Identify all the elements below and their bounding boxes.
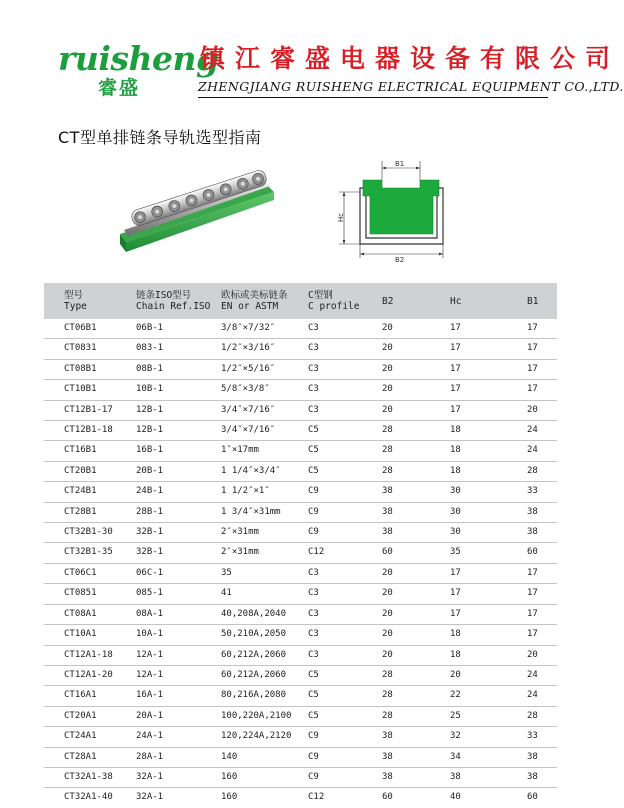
cell-hc: 18 [438,421,490,441]
cell-type: CT32A1-38 [44,767,112,787]
cell-c-profile: C3 [306,563,376,583]
cell-hc: 18 [438,645,490,665]
cell-en-astm: 2″×31mm [215,543,306,563]
cell-type: CT10A1 [44,625,112,645]
cell-en-astm: 1 3/4″×31mm [215,502,306,522]
cell-c-profile: C12 [308,792,325,803]
cell-hc: 40 [450,792,461,803]
cell-chain-iso: 20B-1 [112,461,215,481]
cell-b2: 20 [376,380,438,400]
cell-hc: 30 [438,482,490,502]
cell-hc: 32 [438,727,490,747]
cell-en-astm: 3/8″×7/32″ [215,319,306,339]
cell-b2: 20 [376,563,438,583]
cell-b2: 38 [376,767,438,787]
cell-c-profile: C3 [306,359,376,379]
cell-en-astm: 160 [221,792,238,803]
table-header-row [44,283,557,319]
label-b2: B2 [395,256,405,264]
column-header-chain-iso [112,283,215,319]
cell-b1: 38 [490,523,557,543]
cell-type: CT28B1 [44,502,112,522]
cell-c-profile: C3 [306,400,376,420]
cell-c-profile: C9 [306,523,376,543]
cell-b2: 20 [376,625,438,645]
cell-type: CT20B1 [44,461,112,481]
cell-c-profile: C3 [306,380,376,400]
cell-c-profile: C5 [306,461,376,481]
table-row [44,767,557,787]
cell-type: CT24B1 [44,482,112,502]
cell-b1: 24 [490,665,557,685]
cell-type: CT20A1 [44,706,112,726]
cell-b2: 38 [376,747,438,767]
cell-b1: 38 [490,502,557,522]
column-header-en-astm [215,283,306,319]
company-logo [58,39,219,106]
cell-b2: 38 [376,482,438,502]
table-row [44,441,557,461]
cell-b2: 38 [376,502,438,522]
column-header-line: 欧标或美标链条 [221,290,288,301]
cell-c-profile: C3 [306,319,376,339]
cell-c-profile: C3 [306,584,376,604]
cell-type: CT32B1-30 [44,523,112,543]
table-row [44,400,557,420]
column-header-hc [438,283,490,319]
cell-type: CT06C1 [44,563,112,583]
cell-b1: 17 [490,625,557,645]
cell-type: CT0831 [44,339,112,359]
table-row [44,543,557,563]
cell-hc: 17 [438,380,490,400]
cell-chain-iso: 32A-1 [136,792,164,803]
cell-b1: 17 [490,604,557,624]
cell-type: CT08A1 [44,604,112,624]
company-name-english: ZHENGJIANG RUISHENG ELECTRICAL EQUIPMENT CO.,LTD. [198,79,624,94]
cell-b1: 33 [490,727,557,747]
cell-b2: 28 [376,665,438,685]
table-row [44,339,557,359]
cross-section-diagram [333,158,473,263]
cell-en-astm: 160 [215,767,306,787]
cell-en-astm: 2″×31mm [215,523,306,543]
cell-b2: 28 [376,421,438,441]
table-row [44,645,557,665]
cell-type: CT32A1-40 [64,792,113,803]
cell-hc: 17 [438,319,490,339]
column-header-line: 链条ISO型号 [136,290,192,301]
cell-b2: 38 [376,523,438,543]
column-header-line: C profile [308,301,360,312]
cell-b2: 20 [376,319,438,339]
cell-chain-iso: 10B-1 [112,380,215,400]
cell-hc: 38 [438,767,490,787]
cell-chain-iso: 12B-1 [112,400,215,420]
cell-hc: 35 [438,543,490,563]
cell-b1: 24 [490,686,557,706]
cell-b2: 20 [376,584,438,604]
table-row [44,482,557,502]
cell-b2: 20 [376,604,438,624]
cell-b1: 60 [527,792,538,803]
cell-hc: 17 [438,563,490,583]
cell-hc: 18 [438,461,490,481]
cell-chain-iso: 32B-1 [112,543,215,563]
cell-b2: 20 [376,400,438,420]
cell-b1: 17 [490,359,557,379]
cell-chain-iso: 32B-1 [112,523,215,543]
cell-en-astm: 40,208A,2040 [215,604,306,624]
cell-chain-iso: 24B-1 [112,482,215,502]
cell-hc: 25 [438,706,490,726]
cell-hc: 30 [438,502,490,522]
cell-en-astm: 140 [215,747,306,767]
cell-b1: 28 [490,706,557,726]
column-header-c-profile [306,283,376,319]
cell-chain-iso: 083-1 [112,339,215,359]
table-row [44,788,557,808]
cell-c-profile: C3 [306,625,376,645]
cell-type: CT16B1 [44,441,112,461]
cell-chain-iso: 12A-1 [112,665,215,685]
cell-en-astm: 1/2″×5/16″ [215,359,306,379]
cell-hc: 17 [438,400,490,420]
column-header-line: 型号 [64,290,84,301]
column-header-line: B2 [382,295,394,307]
cell-chain-iso: 28B-1 [112,502,215,522]
cell-en-astm: 60,212A,2060 [215,665,306,685]
column-header-line: C型钢 [308,290,333,301]
logo-wordmark: ruisheng [58,39,219,78]
cell-chain-iso: 12A-1 [112,645,215,665]
table-body [44,319,557,808]
cell-en-astm: 41 [215,584,306,604]
table-row [44,421,557,441]
cell-chain-iso: 08B-1 [112,359,215,379]
table-row [44,727,557,747]
column-header-type [44,283,112,319]
cell-b2: 60 [382,792,393,803]
table-row [44,359,557,379]
cell-c-profile: C9 [306,482,376,502]
cell-b1: 20 [490,400,557,420]
page-title: CT型单排链条导轨选型指南 [58,128,262,147]
cell-b1: 17 [490,584,557,604]
cell-c-profile: C9 [306,502,376,522]
cell-hc: 18 [438,625,490,645]
cell-c-profile: C9 [306,747,376,767]
table-row [44,523,557,543]
cell-b1: 38 [490,767,557,787]
column-header-line: EN or ASTM [221,301,279,312]
cell-chain-iso: 24A-1 [112,727,215,747]
cell-c-profile: C5 [306,421,376,441]
cell-b1: 28 [490,461,557,481]
cell-type: CT16A1 [44,686,112,706]
table-row [44,380,557,400]
column-header-line: B1 [527,295,539,307]
column-header-line: Hc [450,295,462,307]
green-guide-profile [363,180,439,234]
cell-b1: 24 [490,441,557,461]
cell-chain-iso: 16A-1 [112,686,215,706]
cell-b1: 17 [490,380,557,400]
table-row [44,706,557,726]
chain-guide-illustration [118,168,276,258]
cell-chain-iso: 16B-1 [112,441,215,461]
cell-c-profile: C5 [306,686,376,706]
cell-en-astm: 1 1/2″×1″ [215,482,306,502]
cell-b2: 28 [376,686,438,706]
cell-type: CT32B1-35 [44,543,112,563]
cell-b2: 28 [376,461,438,481]
cell-b1: 33 [490,482,557,502]
cell-chain-iso: 06C-1 [112,563,215,583]
cell-chain-iso: 085-1 [112,584,215,604]
cell-b2: 60 [376,543,438,563]
cell-b2: 20 [376,359,438,379]
cell-hc: 30 [438,523,490,543]
cell-type: CT12A1-18 [44,645,112,665]
cell-en-astm: 1/2″×3/16″ [215,339,306,359]
cell-hc: 20 [438,665,490,685]
cell-en-astm: 120,224A,2120 [215,727,306,747]
cell-chain-iso: 10A-1 [112,625,215,645]
table-row [44,604,557,624]
cell-b2: 20 [376,339,438,359]
cell-c-profile: C3 [306,645,376,665]
cell-en-astm: 50,210A,2050 [215,625,306,645]
cell-en-astm: 60,212A,2060 [215,645,306,665]
cell-type: CT08B1 [44,359,112,379]
table-row [44,686,557,706]
column-header-b1 [490,283,557,319]
cell-en-astm: 3/4″×7/16″ [215,400,306,420]
cell-en-astm: 35 [215,563,306,583]
cell-hc: 17 [438,584,490,604]
cell-type: CT0851 [44,584,112,604]
cell-c-profile: C12 [306,543,376,563]
cell-type: CT28A1 [44,747,112,767]
cell-c-profile: C9 [306,727,376,747]
table-row [44,563,557,583]
table-row [44,461,557,481]
cell-type: CT12B1-18 [44,421,112,441]
column-header-line: Type [64,301,87,312]
cell-c-profile: C9 [306,767,376,787]
cell-b1: 38 [490,747,557,767]
cell-en-astm: 1″×17mm [215,441,306,461]
cell-chain-iso: 12B-1 [112,421,215,441]
cell-b1: 17 [490,339,557,359]
cell-b2: 28 [376,441,438,461]
cell-en-astm: 80,216A,2080 [215,686,306,706]
cell-c-profile: C5 [306,665,376,685]
cell-c-profile: C3 [306,339,376,359]
cell-en-astm: 5/8″×3/8″ [215,380,306,400]
company-name-underline [198,97,548,98]
cell-hc: 17 [438,604,490,624]
cell-chain-iso: 08A-1 [112,604,215,624]
cell-b1: 60 [490,543,557,563]
cell-hc: 17 [438,339,490,359]
selection-table [44,283,557,808]
cell-chain-iso: 28A-1 [112,747,215,767]
table-row [44,625,557,645]
cell-hc: 17 [438,359,490,379]
label-b1: B1 [395,160,405,168]
cell-chain-iso: 06B-1 [112,319,215,339]
table-row [44,584,557,604]
column-header-b2 [376,283,438,319]
cell-c-profile: C5 [306,706,376,726]
cell-en-astm: 100,220A,2100 [215,706,306,726]
cell-b2: 28 [376,706,438,726]
table-row [44,665,557,685]
cell-en-astm: 1 1/4″×3/4″ [215,461,306,481]
table-row [44,502,557,522]
cell-b1: 24 [490,421,557,441]
logo-chinese-text: 睿盛 [98,77,141,99]
cell-type: CT10B1 [44,380,112,400]
cell-c-profile: C3 [306,604,376,624]
label-hc: Hc [337,212,345,222]
cell-hc: 34 [438,747,490,767]
company-name-chinese: 镇江睿盛电器设备有限公司 [200,44,621,73]
cell-hc: 22 [438,686,490,706]
cell-en-astm: 3/4″×7/16″ [215,421,306,441]
table-row [44,747,557,767]
cell-b1: 17 [490,563,557,583]
cell-type: CT06B1 [44,319,112,339]
table-row [44,319,557,339]
cell-c-profile: C5 [306,441,376,461]
cell-b1: 20 [490,645,557,665]
selection-table-container [44,283,557,808]
cell-chain-iso: 20A-1 [112,706,215,726]
cell-b2: 38 [376,727,438,747]
cell-chain-iso: 32A-1 [112,767,215,787]
cell-hc: 18 [438,441,490,461]
cell-type: CT24A1 [44,727,112,747]
cell-b2: 20 [376,645,438,665]
column-header-line: Chain Ref.ISO [136,301,211,312]
cell-b1: 17 [490,319,557,339]
cell-type: CT12A1-20 [44,665,112,685]
cell-type: CT12B1-17 [44,400,112,420]
